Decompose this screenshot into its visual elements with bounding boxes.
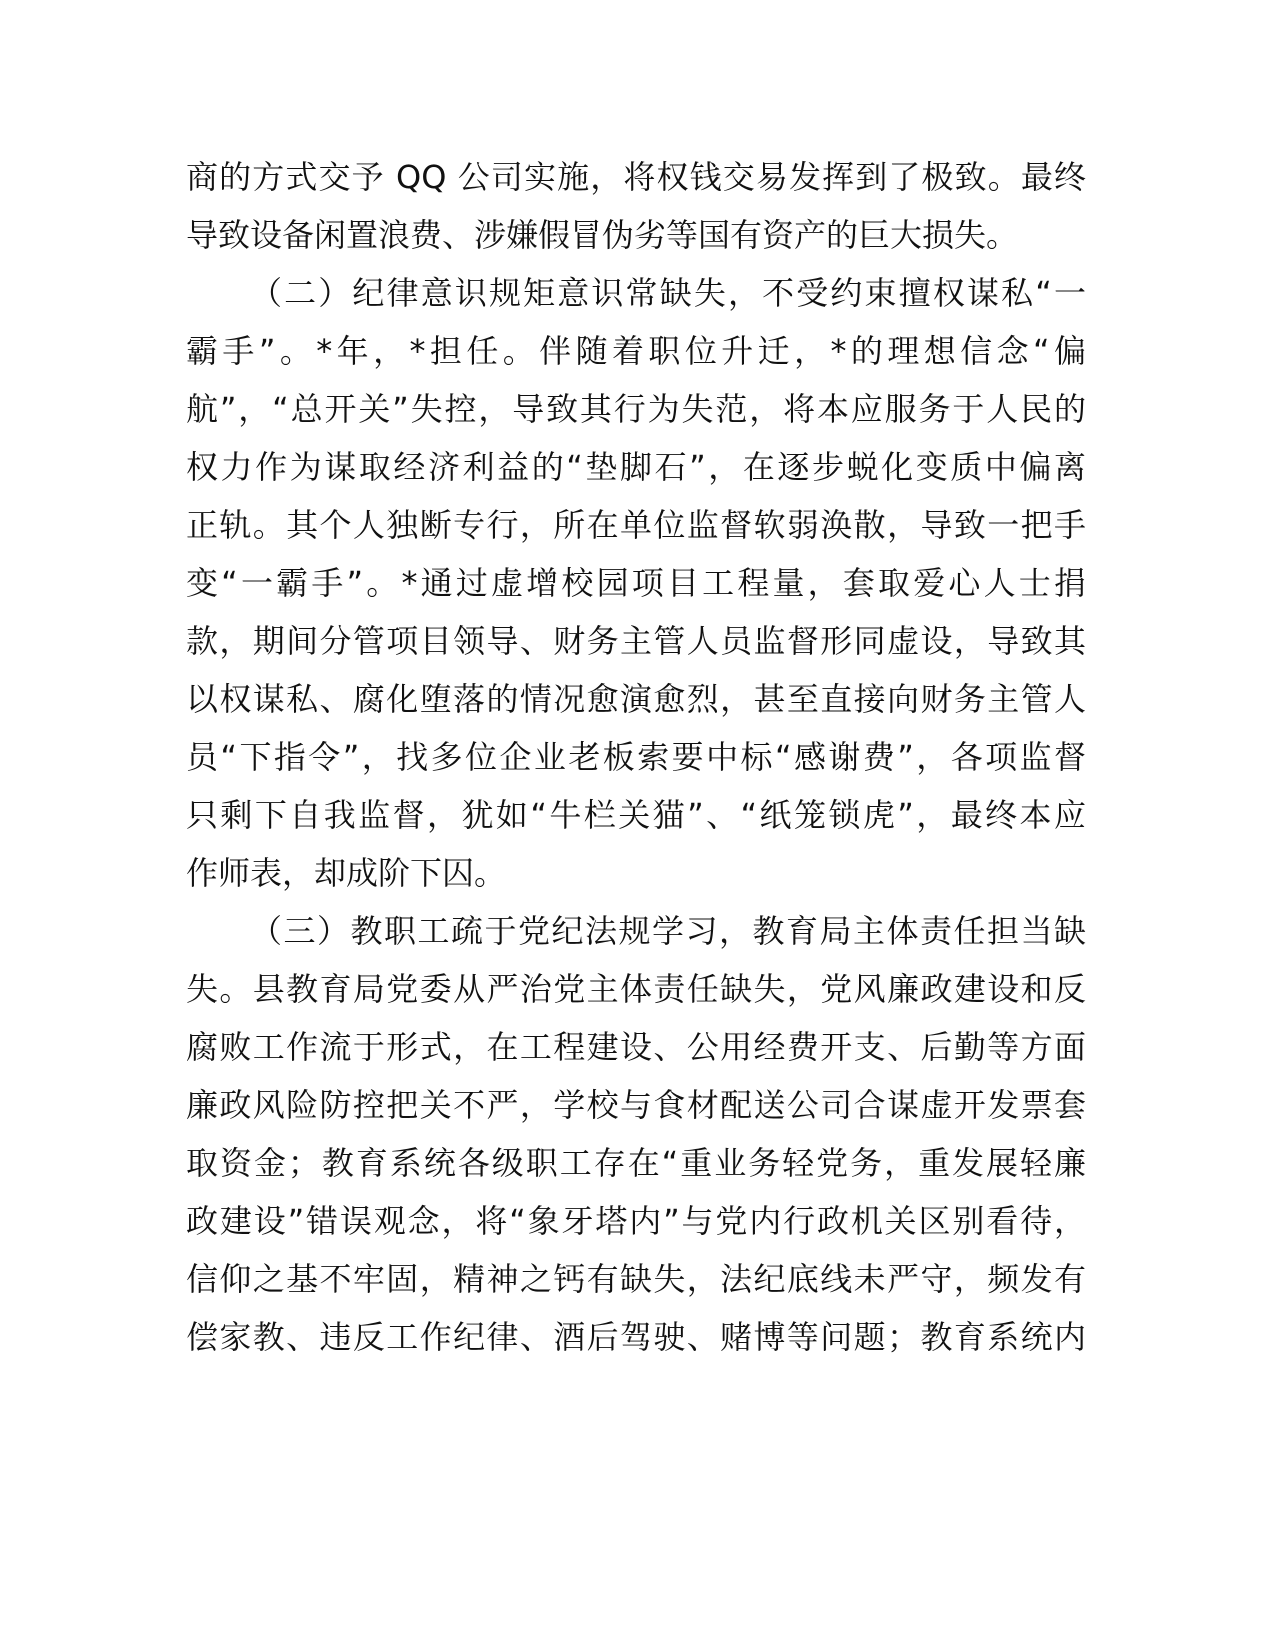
- paragraph-2-line-1: （二）纪律意识规矩意识常缺失，不受约束擅权谋私“一: [250, 274, 1086, 312]
- paragraph-3-line-6: 政建设”错误观念，将“象牙塔内”与党内行政机关区别看待，: [186, 1202, 1086, 1240]
- paragraph-3: [186, 902, 1086, 1366]
- paragraph-2-line-5: 正轨。其个人独断专行，所在单位监督软弱涣散，导致一把手: [186, 506, 1086, 544]
- paragraph-1-line-2: 导致设备闲置浪费、涉嫌假冒伪劣等国有资产的巨大损失。: [186, 216, 1019, 254]
- paragraph-2-line-10: 只剩下自我监督，犹如“牛栏关猫”、“纸笼锁虎”，最终本应: [186, 796, 1086, 834]
- paragraph-3-line-2: 失。县教育局党委从严治党主体责任缺失，党风廉政建设和反: [186, 970, 1086, 1008]
- paragraph-1: [186, 148, 1086, 264]
- paragraph-3-line-3: 腐败工作流于形式，在工程建设、公用经费开支、后勤等方面: [186, 1028, 1086, 1066]
- paragraph-3-line-1: （三）教职工疏于党纪法规学习，教育局主体责任担当缺: [250, 912, 1086, 950]
- paragraph-2-line-7: 款，期间分管项目领导、财务主管人员监督形同虚设，导致其: [186, 622, 1086, 660]
- paragraph-2-line-2: 霸手”。*年，*担任。伴随着职位升迁，*的理想信念“偏: [186, 332, 1086, 370]
- document-body: [186, 148, 1086, 1366]
- paragraph-2-line-9: 员“下指令”，找多位企业老板索要中标“感谢费”，各项监督: [186, 738, 1086, 776]
- paragraph-3-line-7: 信仰之基不牢固，精神之钙有缺失，法纪底线未严守，频发有: [186, 1260, 1086, 1298]
- paragraph-3-line-5: 取资金；教育系统各级职工存在“重业务轻党务，重发展轻廉: [186, 1144, 1086, 1182]
- paragraph-2-line-11: 作师表，却成阶下囚。: [186, 854, 507, 892]
- paragraph-2-line-3: 航”，“总开关”失控，导致其行为失范，将本应服务于人民的: [186, 390, 1086, 428]
- paragraph-2-line-4: 权力作为谋取经济利益的“垫脚石”，在逐步蜕化变质中偏离: [186, 448, 1086, 486]
- paragraph-2-line-6: 变“一霸手”。*通过虚增校园项目工程量，套取爱心人士捐: [186, 564, 1086, 602]
- paragraph-3-line-4: 廉政风险防控把关不严，学校与食材配送公司合谋虚开发票套: [186, 1086, 1086, 1124]
- paragraph-2-line-8: 以权谋私、腐化堕落的情况愈演愈烈，甚至直接向财务主管人: [186, 680, 1086, 718]
- paragraph-2: [186, 264, 1086, 902]
- paragraph-3-line-8: 偿家教、违反工作纪律、酒后驾驶、赌博等问题；教育系统内: [186, 1318, 1086, 1356]
- paragraph-1-line-1: 商的方式交予 QQ 公司实施，将权钱交易发挥到了极致。最终: [186, 158, 1086, 196]
